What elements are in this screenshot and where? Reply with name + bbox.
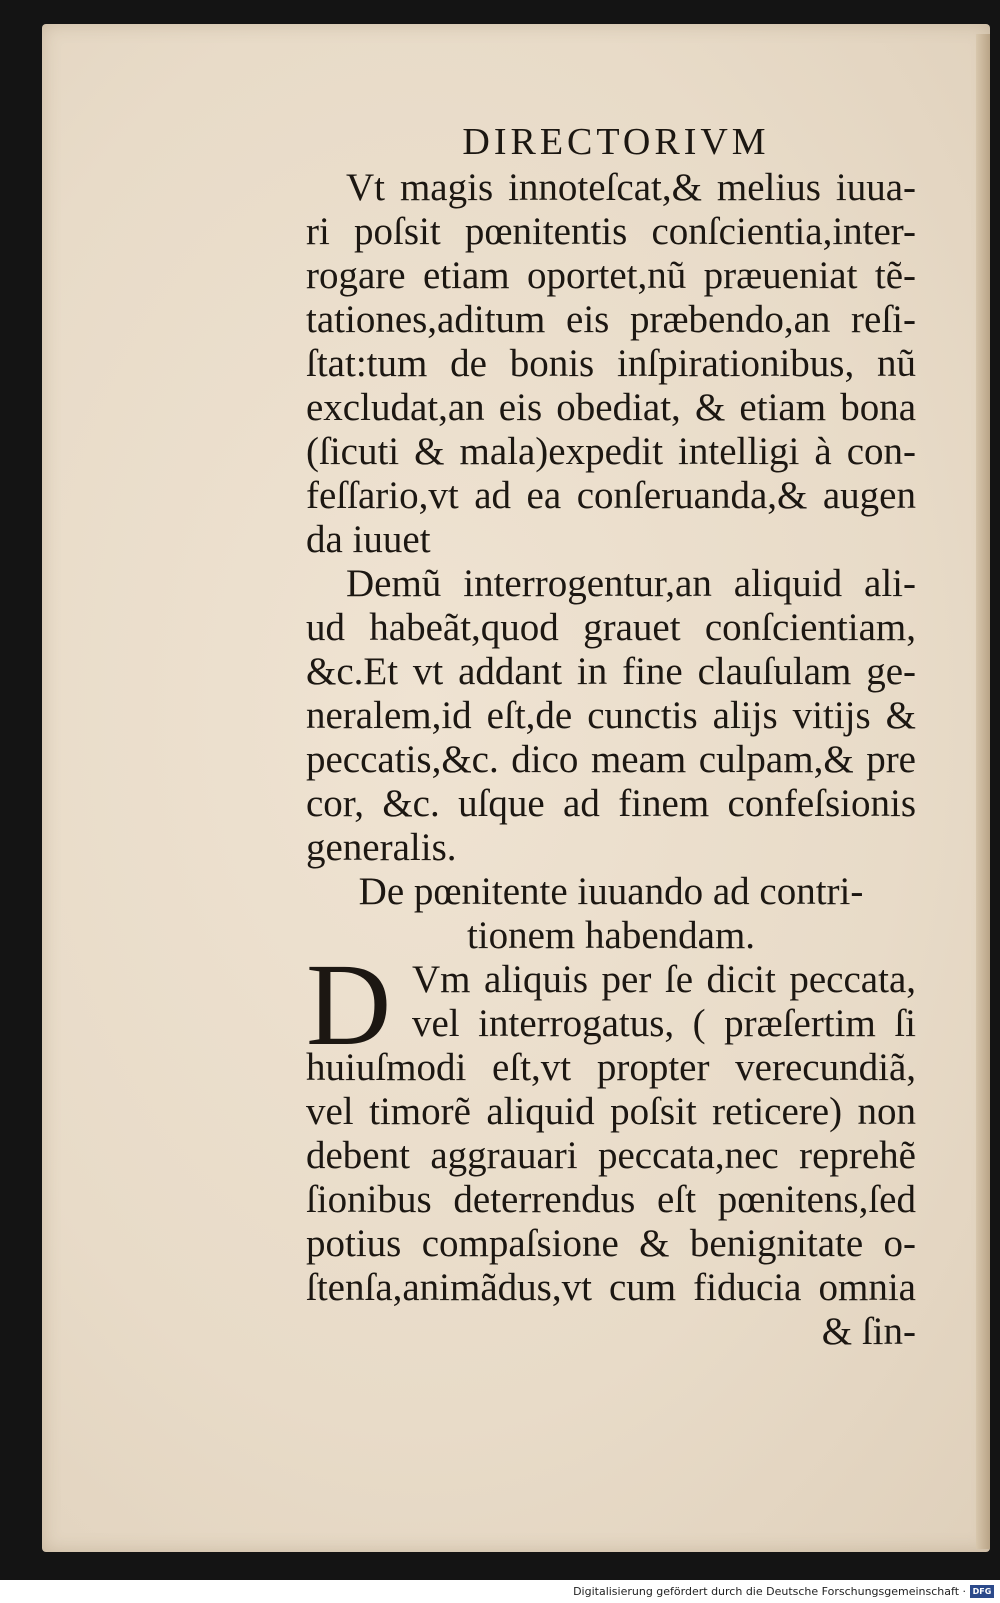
text-line: ud habeãt,quod grauet conſcientiam, [306, 606, 916, 649]
page-text [306, 118, 916, 1354]
text-line: Vt magis innoteſcat,& melius iuua- [346, 166, 916, 209]
heading-line: tionem habendam. [466, 914, 756, 957]
text-line: ri poſsit pœnitentis conſcientia,inter- [306, 210, 916, 253]
running-head: DIRECTORIVM [462, 121, 770, 163]
text-line: tationes,aditum eis præbendo,an reſi- [306, 298, 916, 341]
funding-credit: Digitalisierung gefördert durch die Deutsche Forschungsgemeinschaft · [573, 1585, 966, 1598]
paragraph-3 [306, 939, 916, 1310]
text-line: ſtenſa,animãdus,vt cum fiducia omnia [306, 1266, 916, 1309]
text-line: excludat,an eis obediat, & etiam bona [306, 386, 916, 429]
text-line: cor, &c. uſque ad finem confeſsionis [306, 782, 916, 825]
text-line: Vm aliquis per ſe dicit peccata, [412, 958, 916, 1001]
digitization-footer [0, 1580, 1000, 1603]
text-line: feſſario,vt ad ea conſeruanda,& augen [306, 474, 916, 517]
heading-line: De pœnitente iuuando ad contri- [358, 870, 864, 913]
section-heading [306, 870, 916, 958]
text-line: rogare etiam oportet,nũ præueniat tẽ- [306, 254, 916, 297]
text-line: huiuſmodi eſt,vt propter verecundiã, [306, 1046, 916, 1089]
text-line: vel timorẽ aliquid poſsit reticere) non [306, 1090, 916, 1133]
text-line: ſionibus deterrendus eſt pœnitens,ſed [306, 1178, 916, 1221]
text-line: debent aggrauari peccata,nec reprehẽ [306, 1134, 916, 1177]
text-line: (ſicuti & mala)expedit intelligi à con- [306, 430, 916, 473]
text-line: potius compaſsione & benignitate o- [306, 1222, 916, 1265]
drop-cap: D [306, 939, 392, 1070]
text-line: ſtat:tum de bonis inſpirationibus, nũ [306, 342, 916, 385]
text-line: &c.Et vt addant in fine clauſulam ge- [306, 650, 916, 693]
text-line: generalis. [306, 826, 457, 869]
paragraph-2 [306, 562, 916, 870]
paragraph-1 [306, 166, 916, 562]
text-line: vel interrogatus, ( præſertim ſi [412, 1002, 916, 1045]
catchword: & ſin- [821, 1310, 916, 1353]
text-line: da iuuet [306, 518, 431, 561]
page-edge [976, 34, 990, 1549]
text-line: Demũ interrogentur,an aliquid ali- [346, 562, 916, 605]
text-line: neralem,id eſt,de cunctis alijs vitijs & [306, 694, 916, 737]
dfg-logo: DFG [970, 1585, 994, 1598]
text-line: peccatis,&c. dico meam culpam,& pre [306, 738, 916, 781]
